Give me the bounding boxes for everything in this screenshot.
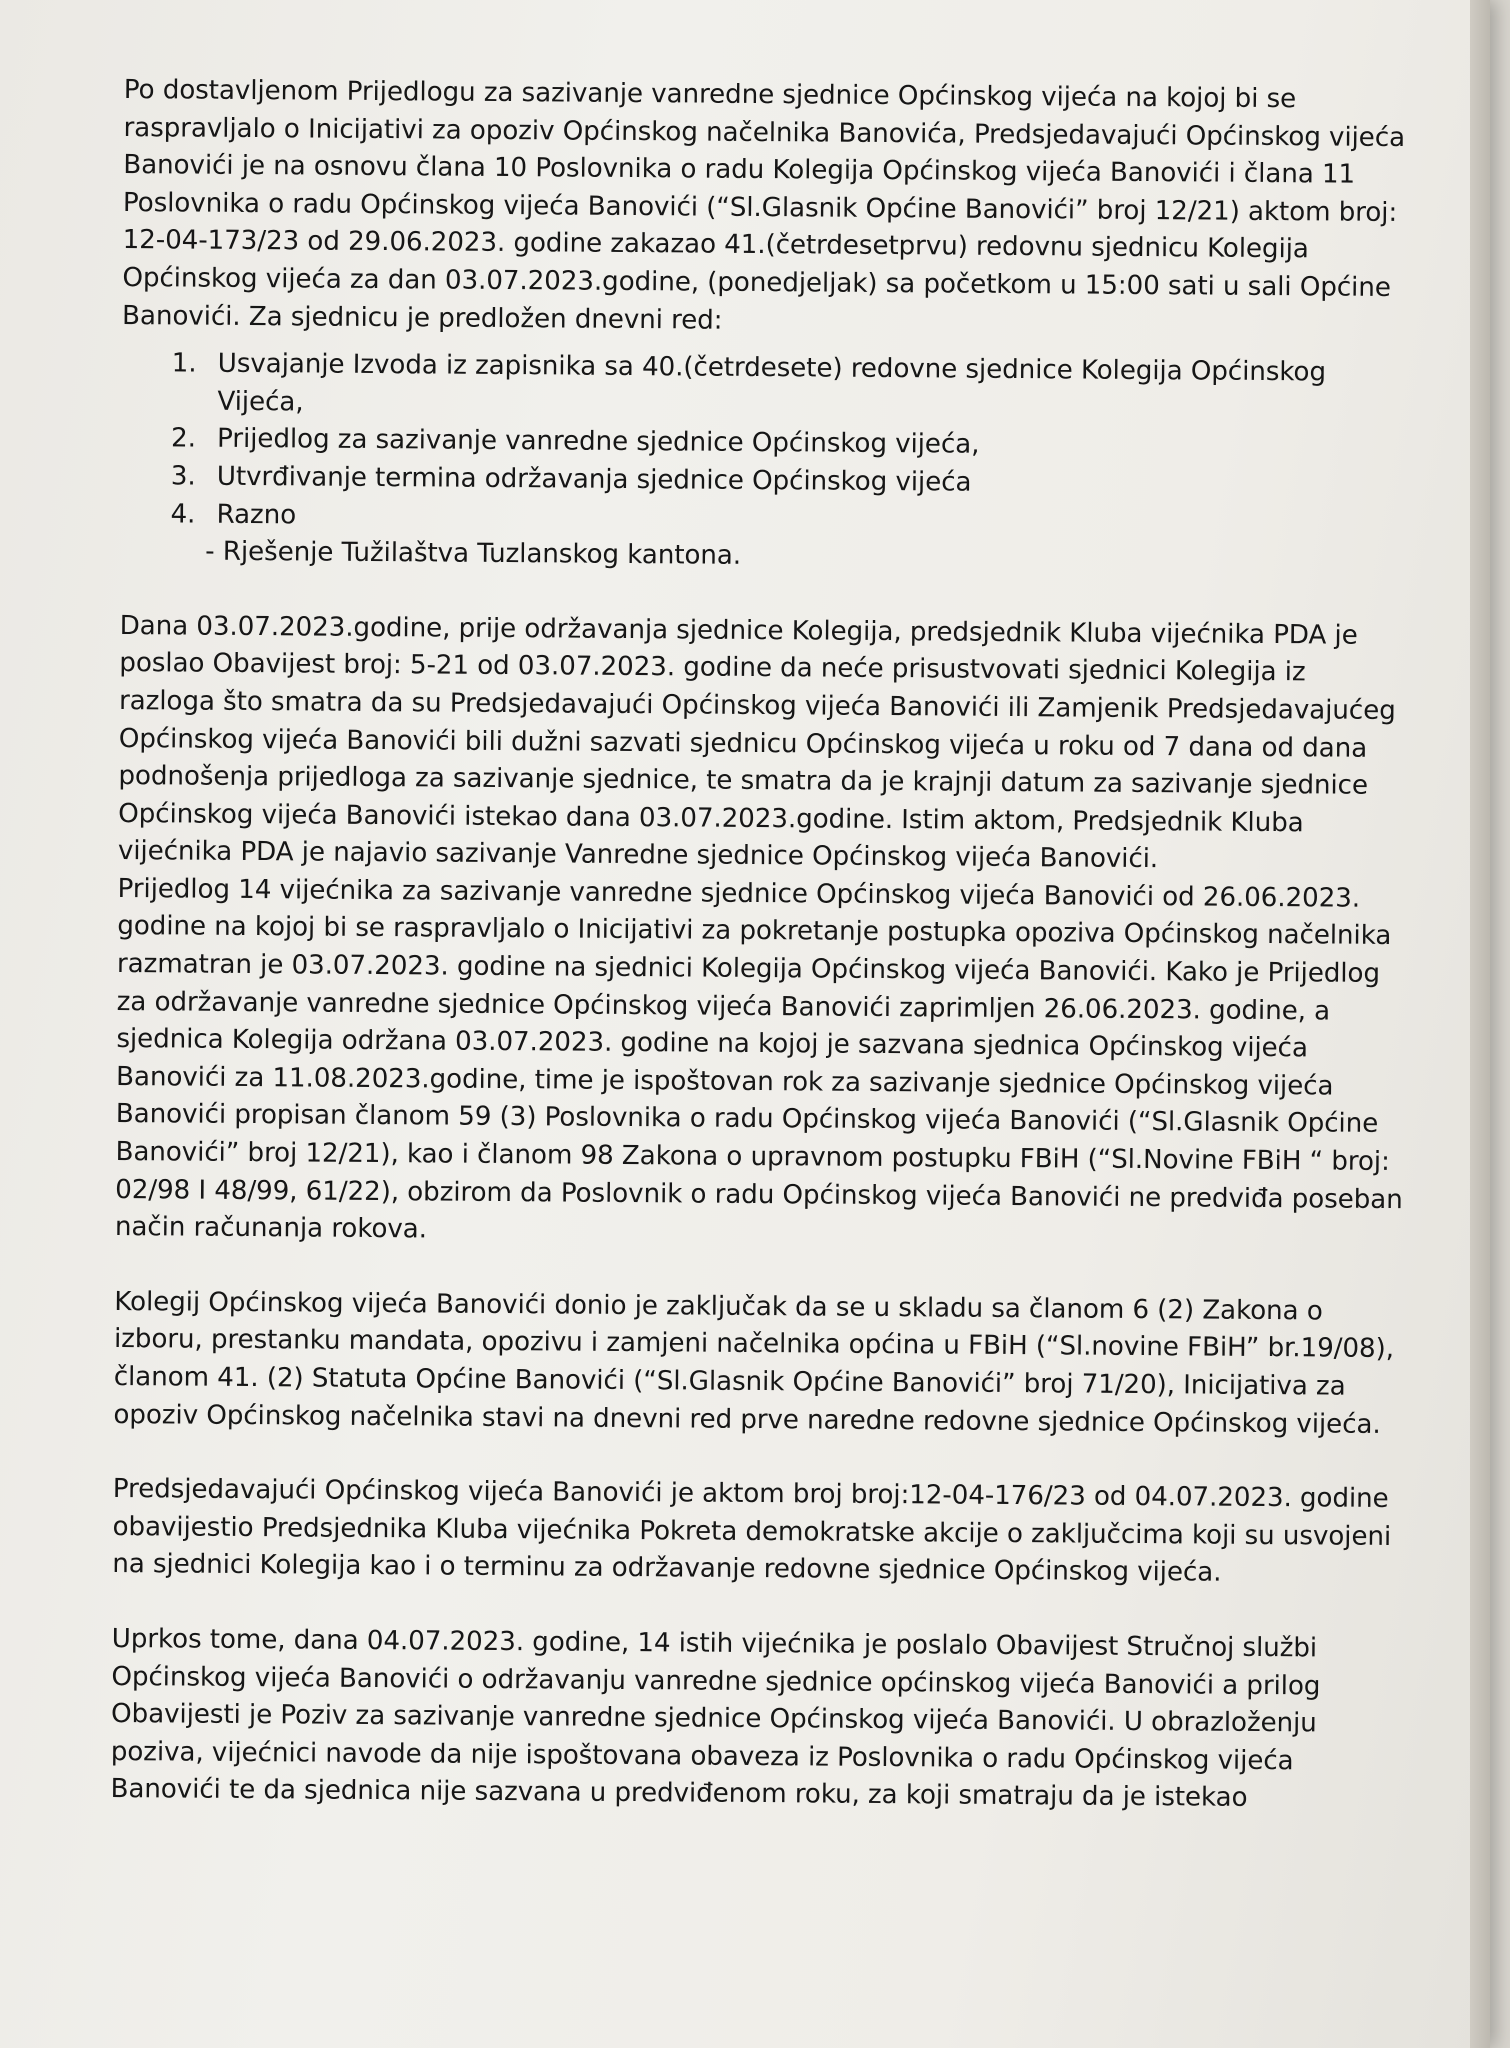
paragraph-3: Prijedlog 14 vijećnika za sazivanje vanredne sjednice Općinskog vijeća Banovići od 26.06.2023. godine na kojoj bi se raspravljalo o Inicijativi za pokretanje postupka opoziva Općinskog načelnika razmatran je 03.07.2023. godine na sjednici Kolegija Općinskog vijeća Banovići. Kako je Prijedlog za održavanje vanredne sjednice Općinskog vijeća Banovići zaprimljen 26.06.2023. godine, a sjednica Kolegija održana 03.07.2023. godine na kojoj je sazvana sjednica Općinskog vijeća Banovići za 11.08.2023.godine, time je ispoštovan rok za sazivanje sjednice Općinskog vijeća Banovići propisan članom 59 (3) Poslovnika o radu Općinskog vijeća Banovići (“Sl.Glasnik Općine Banovići” broj 12/21), kao i članom 98 Zakona o upravnom postupku FBiH (“Sl.Novine FBiH “ broj: 02/98 I 48/99, 61/22), obzirom da Poslovnik o radu Općinskog vijeća Banovići ne predviđa poseban način računanja rokova.: [114, 873, 1403, 1245]
paragraph-2: Dana 03.07.2023.godine, prije održavanja sjednice Kolegija, predsjednik Kluba vijećnika PDA je poslao Obavijest broj: 5-21 od 03.07.2023. godine da neće prisustvovati sjednici Kolegija iz razloga što smatra da su Predsjedavajući Općinskog vijeća Banovići ili Zamjenik Predsjedavajućeg Općinskog vijeća Banovići bili dužni sazvati sjednicu Općinskog vijeća u roku od 7 dana od dana podnošenja prijedloga za sazivanje sjednice, te smatra da je krajnji datum za sazivanje sjednice Općinskog vijeća Banovići istekao dana 03.07.2023.godine. Istim aktom, Predsjednik Kluba vijećnika PDA je najavio sazivanje Vanredne sjednice Općinskog vijeća Banovići.: [117, 610, 1396, 875]
paragraph-5: Predsjedavajući Općinskog vijeća Banovići je aktom broj broj:12-04-176/23 od 04.07.2023. godine obavijestio Predsjednika Kluba vijećnika Pokreta demokratske akcije o zaključcima koji su usvojeni na sjednici Kolegija kao i o terminu za održavanje redovne sjednice Općinskog vijeća.: [112, 1474, 1392, 1589]
agenda-item-text: Razno: [216, 499, 297, 530]
paragraph-6: Uprkos tome, dana 04.07.2023. godine, 14 istih vijećnika je poslalo Obavijest Stručnoj službi Općinskog vijeća Banovići o održavanju vanredne sjednice općinskog vijeća Banovići a prilog Obavijesti je Poziv za sazivanje vanredne sjednice Općinskog vijeća Banovići. U obrazloženju poziva, vijećnici navode da nije ispoštovana obaveza iz Poslovnika o radu Općinskog vijeća Banovići te da sjednica nije sazvana u predviđenom roku, za koji smatraju da je istekao: [110, 1623, 1321, 1814]
agenda-item-text: Utvrđivanje termina održavanja sjednice Općinskog vijeća: [216, 461, 972, 498]
page-edge-shadow: [1470, 0, 1490, 2048]
document-body: [110, 72, 1414, 1819]
agenda-item-number: 3.: [170, 461, 196, 492]
intro-paragraph: Po dostavljenom Prijedlogu za sazivanje vanredne sjednice Općinskog vijeća na kojoj bi se raspravljalo o Inicijativi za opoziv Općinskog načelnika Banovića, Predsjedavajući Općinskog vijeća Banovići je na osnovu člana 10 Poslovnika o radu Kolegija Općinskog vijeća Banovići i člana 11 Poslovnika o radu Općinskog vijeća Banovići (“Sl.Glasnik Općine Banovići” broj 12/21) aktom broj: 12-04-173/23 od 29.06.2023. godine zakazao 41.(četrdesetprvu) redovnu sjednicu Kolegija Općinskog vijeća za dan 03.07.2023.godine, (ponedjeljak) sa početkom u 15:00 sati u sali Općine Banovići. Za sjednicu je predložen dnevni red:: [121, 74, 1406, 336]
agenda-item: [121, 345, 1412, 430]
agenda-item-number: 2.: [171, 423, 197, 454]
agenda-item-text: Prijedlog za sazivanje vanredne sjednice Općinskog vijeća,: [217, 424, 980, 461]
agenda-subitem: - Rješenje Tužilaštva Tuzlanskog kantona.: [205, 536, 742, 571]
agenda-item-number: 4.: [170, 498, 196, 530]
agenda-item-text: Usvajanje Izvoda iz zapisnika sa 40.(četrdesete) redovne sjednice Kolegija Općinskog Vijeća,: [217, 348, 1327, 418]
paragraph-4: Kolegij Općinskog vijeća Banovići donio je zaključak da se u skladu sa članom 6 (2) Zakona o izboru, prestanku mandata, opozivu i zamjeni načelnika općina u FBiH (“Sl.novine FBiH” br.19/08), članom 41. (2) Statuta Općine Banovići (“Sl.Glasnik Općine Banovići” broj 71/20), Inicijativa za opoziv Općinskog načelnika stavi na dnevni red prve naredne redovne sjednice Općinskog vijeća.: [113, 1286, 1394, 1440]
agenda-list: [120, 345, 1412, 581]
agenda-item-number: 1.: [171, 348, 197, 379]
